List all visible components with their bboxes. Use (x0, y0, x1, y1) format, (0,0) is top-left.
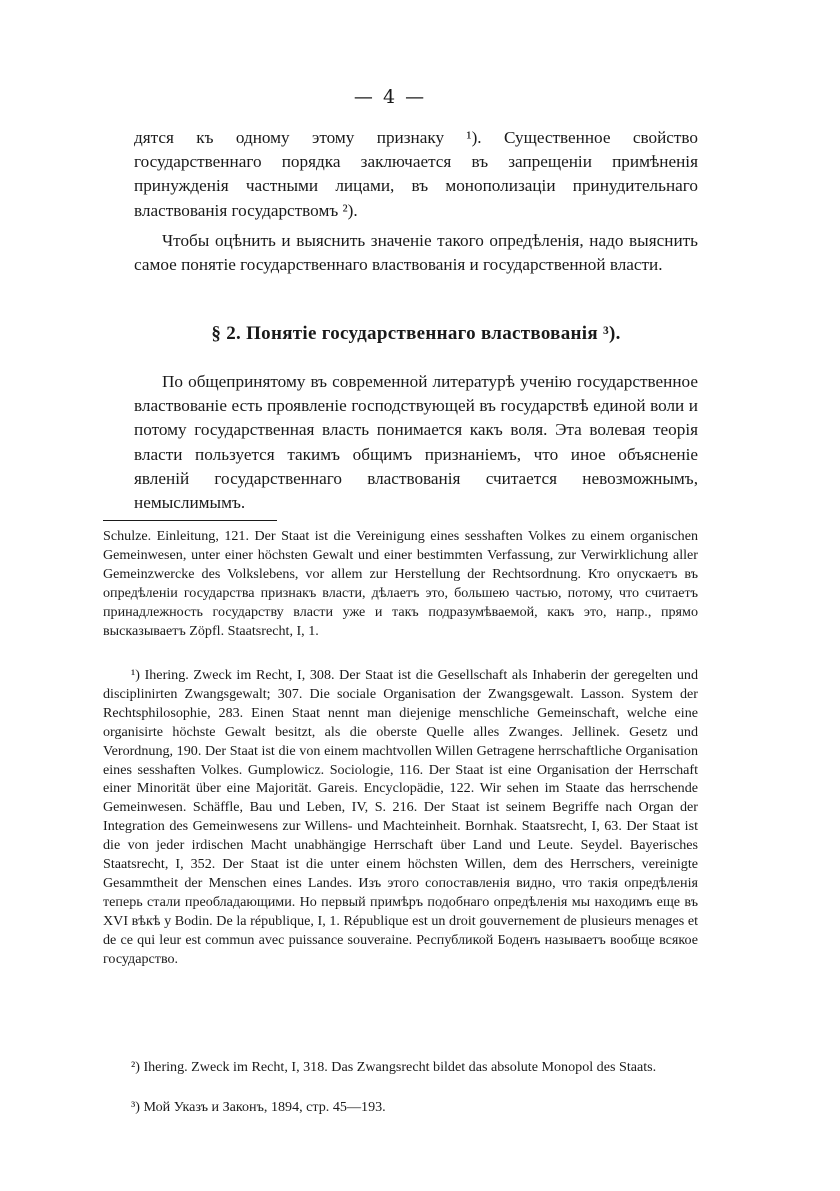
paragraph-text: Чтобы оцѣнить и выяснить значеніе такого опредѣленія, надо выяснить самое понятіе государственнаго властвованія и государственной власти. (134, 231, 698, 275)
footnote-2 (103, 1058, 698, 1077)
footnote-1 (103, 666, 698, 969)
paragraph-text: По общепринятому въ современной литературѣ ученію государственное властвованіе есть проявленіе господствующей въ государствѣ единой воли и потому государственная власть понимается какъ воля. Эта волевая теорія власти пользуется такимъ общимъ признаніемъ, что иное объясненіе явленій государственнаго властвованія считается невозможнымъ, немыслимымъ. (134, 372, 698, 513)
footnote-3 (103, 1098, 698, 1117)
section-heading: § 2. Понятіе государственнаго властвованія ³). (211, 323, 621, 344)
paragraph-definition (134, 229, 698, 277)
footnote-text: ²) Ihering. Zweck im Recht, I, 318. Das Zwangsrecht bildet das absolute Monopol des Staats. (131, 1059, 657, 1075)
footnote-text: ³) Мой Указъ и Законъ, 1894, стр. 45—193. (131, 1099, 386, 1115)
page-number: — 4 — (353, 86, 427, 108)
paragraph-will-theory (134, 370, 698, 515)
footnote-divider (103, 520, 277, 521)
footnote-text: Schulze. Einleitung, 121. Der Staat ist die Vereinigung eines sesshaften Volkes zu einem organischen Gemeinwesen, unter einer höchsten Gewalt und einer bestimmten Verfassung, zur Verwirklichung aller Gemeinzwercke des Volkslebens, vor allem zur Herstellung der Rechtsordnung. Кто опускаетъ въ опредѣленіи государства признакъ власти, дѣлаетъ это, большею частью, потому, что считаетъ принадлежность государству власти уже и такъ подразумѣваемой, какъ это, напр., прямо высказываетъ Zöpfl. Staatsrecht, I, 1. (103, 528, 698, 639)
footnote-continuation (103, 527, 698, 640)
paragraph-continuation (134, 126, 698, 223)
paragraph-text: дятся къ одному этому признаку ¹). Существенное свойство государственнаго порядка заключается въ запрещеніи примѣненія принужденія частными лицами, въ монополизаціи принудительнаго властвованія государствомъ ²). (134, 128, 698, 220)
footnote-text: ¹) Ihering. Zweck im Recht, I, 308. Der Staat ist die Gesellschaft als Inhaberin der geregelten und disciplinirten Zwangsgewalt; 307. Die sociale Organisation der Zwangsgewalt. Lasson. System der Rechtsphilosophie, 283. Einen Staat nennt man diejenige menschliche Gemeinschaft, welche eine organisirte höchste Gewalt besitzt, als die oberste Quelle alles Zwanges. Jellinek. Gesetz und Verordnung, 190. Der Staat ist die von einem machtvollen Willen Getragene herrschaftliche Organisation eines sesshaften Volkes. Gumplowicz. Sociologie, 116. Der Staat ist eine Organisation der Herrschaft einer Minorität über eine Majorität. Gareis. Encyclopädie, 122. Wir sehen im Staate das herrschende Gemeinwesen. Schäffle, Bau und Leben, IV, S. 216. Der Staat ist seinem Begriffe nach Organ der Integration des Gemeinwesens zur Willens- und Machteinheit. Bornhak. Staatsrecht, I, 63. Der Staat ist die von jeder irdischen Macht unabhängige Herrschaft über Land und Leute. Seydel. Bayerisches Staatsrecht, I, 352. Der Staat ist die unter einem höchsten Willen, dem des Herrschers, vereinigte Gesammtheit der Menschen eines Landes. Изъ этого сопоставленія видно, что такія опредѣленія теперь стали преобладающими. Но первый примѣръ подобнаго опредѣленія мы находимъ еще въ XVI вѣкѣ у Bodin. De la république, I, 1. République est un droit gouvernement de plusieurs menages et de ce qui leur est commun avec puissance souveraine. Республикой Боденъ называетъ вообще всякое государство. (103, 667, 698, 967)
